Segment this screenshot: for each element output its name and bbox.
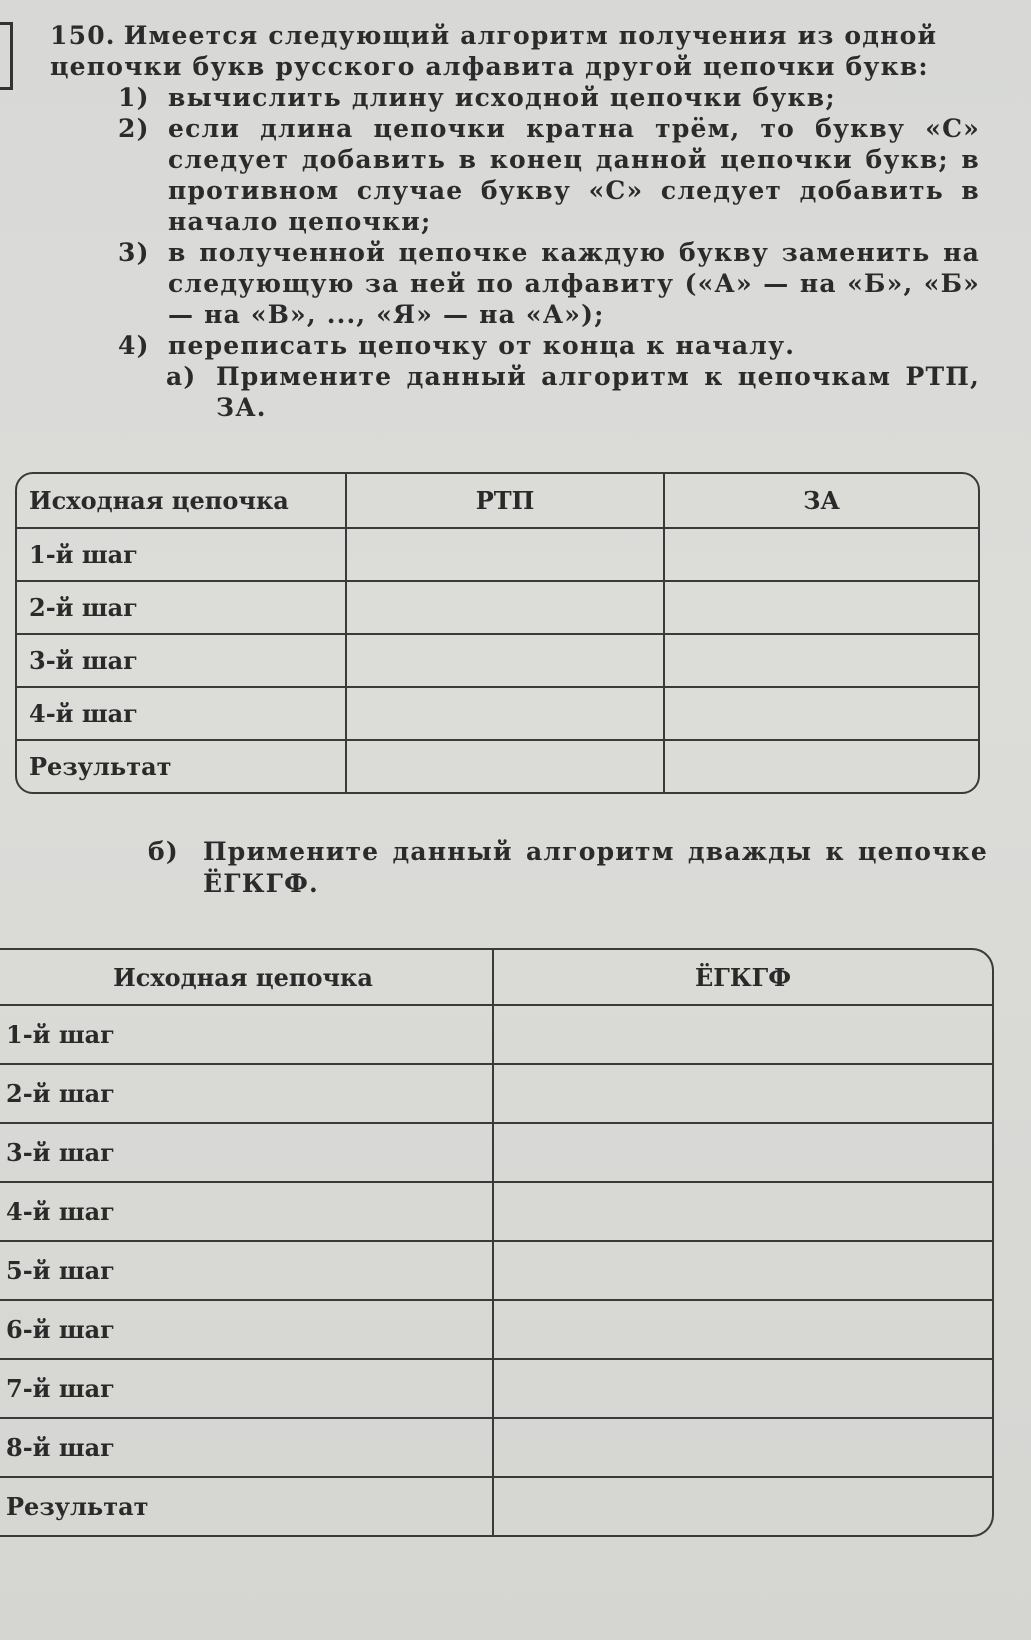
answer-cell[interactable] xyxy=(665,582,978,635)
table-a-header-rtp: РТП xyxy=(347,474,665,529)
row-label: Результат xyxy=(0,1478,494,1535)
answer-cell[interactable] xyxy=(347,529,665,582)
problem-number: 150. xyxy=(50,21,116,50)
table-b xyxy=(0,948,994,1537)
answer-cell[interactable] xyxy=(494,1301,992,1360)
step-text: в полученной цепочке каждую букву заменить на следующую за ней по алфавиту («А» — на «Б», «Б» — на «В», ..., «Я» — на «А»); xyxy=(168,238,980,329)
table-a-header-source: Исходная цепочка xyxy=(17,474,347,529)
step-marker: 4) xyxy=(118,331,150,360)
answer-cell[interactable] xyxy=(494,1419,992,1478)
row-label: 6-й шаг xyxy=(0,1301,494,1360)
answer-cell[interactable] xyxy=(665,688,978,741)
table-row xyxy=(0,1242,992,1301)
row-label: 2-й шаг xyxy=(0,1065,494,1124)
table-row xyxy=(0,1360,992,1419)
algorithm-step xyxy=(50,237,980,330)
algorithm-step xyxy=(50,82,980,113)
answer-cell[interactable] xyxy=(494,1478,992,1535)
answer-cell[interactable] xyxy=(347,582,665,635)
answer-cell[interactable] xyxy=(665,529,978,582)
table-row xyxy=(17,741,978,792)
task-a-text: Примените данный алгоритм к цепочкам РТП, ЗА. xyxy=(216,362,980,422)
table-row xyxy=(0,1419,992,1478)
answer-cell[interactable] xyxy=(494,1360,992,1419)
problem-intro-text: Имеется следующий алгоритм получения из одной цепочки букв русского алфавита другой цепочки букв: xyxy=(50,21,938,81)
row-label: 4-й шаг xyxy=(17,688,347,741)
task-b xyxy=(148,836,988,900)
table-row xyxy=(0,1124,992,1183)
algorithm-step xyxy=(50,330,980,361)
task-b-text: Примените данный алгоритм дважды к цепочке ЁГКГФ. xyxy=(203,837,988,898)
step-marker: 1) xyxy=(118,83,150,112)
table-a-header-za: ЗА xyxy=(665,474,978,529)
answer-cell[interactable] xyxy=(494,1006,992,1065)
step-marker: 3) xyxy=(118,238,150,267)
algorithm-steps xyxy=(50,82,980,361)
table-row xyxy=(17,529,978,582)
row-label: 5-й шаг xyxy=(0,1242,494,1301)
table-row xyxy=(17,582,978,635)
answer-cell[interactable] xyxy=(665,741,978,792)
answer-cell[interactable] xyxy=(347,635,665,688)
table-row xyxy=(0,1065,992,1124)
row-label: 1-й шаг xyxy=(17,529,347,582)
row-label: 1-й шаг xyxy=(0,1006,494,1065)
table-b-header-source: Исходная цепочка xyxy=(0,950,494,1006)
table-row xyxy=(0,1301,992,1360)
task-a xyxy=(50,361,980,423)
row-label: 8-й шаг xyxy=(0,1419,494,1478)
row-label: 7-й шаг xyxy=(0,1360,494,1419)
answer-cell[interactable] xyxy=(494,1124,992,1183)
answer-cell[interactable] xyxy=(494,1065,992,1124)
answer-cell[interactable] xyxy=(494,1183,992,1242)
task-a-marker: а) xyxy=(166,362,197,391)
table-b-header-egkgf: ЁГКГФ xyxy=(494,950,992,1006)
row-label: Результат xyxy=(17,741,347,792)
row-label: 2-й шаг xyxy=(17,582,347,635)
algorithm-step xyxy=(50,113,980,237)
table-a xyxy=(15,472,980,794)
step-marker: 2) xyxy=(118,114,150,143)
step-text: если длина цепочки кратна трём, то букву «С» следует добавить в конец данной цепочки букв; в противном случае букву «С» следует добавить в начало цепочки; xyxy=(168,114,980,236)
problem-150 xyxy=(50,20,980,423)
task-b-marker: б) xyxy=(148,837,179,866)
step-text: вычислить длину исходной цепочки букв; xyxy=(168,83,836,112)
row-label: 4-й шаг xyxy=(0,1183,494,1242)
answer-cell[interactable] xyxy=(347,688,665,741)
row-label: 3-й шаг xyxy=(17,635,347,688)
answer-cell[interactable] xyxy=(347,741,665,792)
table-row xyxy=(17,688,978,741)
table-row xyxy=(0,1006,992,1065)
answer-cell[interactable] xyxy=(665,635,978,688)
row-label: 3-й шаг xyxy=(0,1124,494,1183)
answer-cell[interactable] xyxy=(494,1242,992,1301)
table-b-header-row xyxy=(0,950,992,1006)
table-row xyxy=(0,1478,992,1535)
step-text: переписать цепочку от конца к началу. xyxy=(168,331,796,360)
problem-intro xyxy=(50,20,980,82)
table-a-header-row xyxy=(17,474,978,529)
margin-marker xyxy=(0,22,13,90)
table-row xyxy=(0,1183,992,1242)
table-row xyxy=(17,635,978,688)
